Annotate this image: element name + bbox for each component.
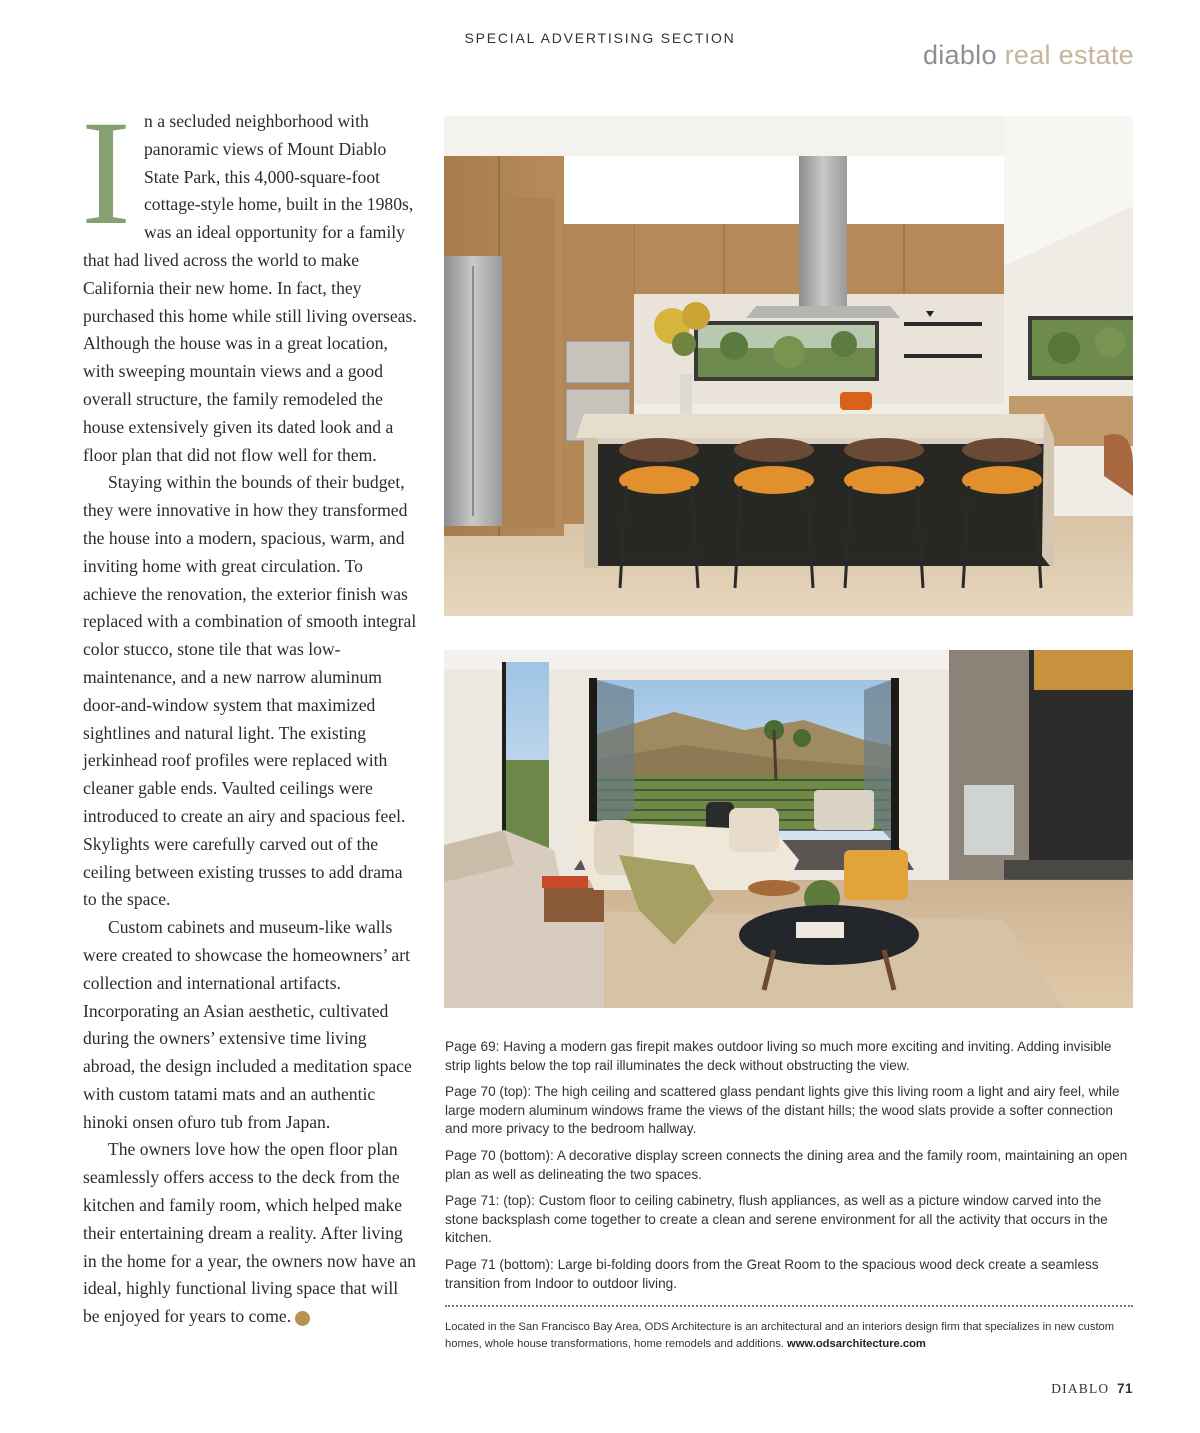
drop-cap: I xyxy=(81,90,131,256)
article-paragraph-3: Custom cabinets and museum-like walls were created to showcase the homeowners’ art collection and international artifacts. Incorporating an Asian aesthetic, cultivated during the owners’ extensive time living abroad, the design included a meditation space with custom tatami mats and an authentic hinoki onsen ofuro tub from Japan. xyxy=(83,917,412,1132)
section-label: SPECIAL ADVERTISING SECTION xyxy=(464,30,736,46)
paragraph-text: The owners love how the open floor plan seamlessly offers access to the deck from the kitchen and family room, which helped make their entertaining dream a reality. After living in the home for a year, the owners now have an ideal, highly functional living space that will be enjoyed for years to come. xyxy=(83,1139,416,1327)
living-room-photo xyxy=(444,650,1133,1008)
caption-page-69: Page 69: Having a modern gas firepit makes outdoor living so much more exciting and inviting. Adding invisible strip lights below the top rail illuminates the deck without obstructing the view. xyxy=(445,1039,1112,1073)
article-paragraph-2: Staying within the bounds of their budget, they were innovative in how they transformed the house into a modern, spacious, warm, and inviting home with great circulation. To achieve the renovation, the exterior finish was replaced with a combination of smooth integral color stucco, stone tile that was low-maintenance, and a new narrow aluminum door-and-window system that maximized sightlines and natural light. The existing jerkinhead roof profiles were replaced with cleaner gable ends. Vaulted ceilings were introduced to create an airy and spacious feel. Skylights were carefully carved out of the ceiling between existing trusses to add drama to the space. xyxy=(83,472,417,910)
page-folio xyxy=(1051,1381,1133,1397)
brand-primary: diablo xyxy=(922,40,997,70)
caption-page-71-bottom: Page 71 (bottom): Large bi-folding doors from the Great Room to the spacious wood deck create a seamless transition from Indoor to outdoor living. xyxy=(445,1256,1099,1291)
firm-website-link[interactable]: www.odsarchitecture.com xyxy=(787,1338,926,1350)
caption-page-70-bottom: Page 70 (bottom): A decorative display screen connects the dining area and the family room, maintaining an open plan as well as delineating the two spaces. xyxy=(445,1147,1128,1182)
kitchen-photo xyxy=(444,116,1133,616)
brand-logo xyxy=(923,40,1134,71)
article-body xyxy=(81,90,418,1331)
page-number: 71 xyxy=(1116,1381,1133,1396)
magazine-name: DIABLO xyxy=(1051,1381,1110,1396)
credit-text: Located in the San Francisco Bay Area, ODS Architecture is an architectural and an interiors design firm that specializes in new custom homes, whole house transformations, home remodels and additions. xyxy=(445,1321,1115,1350)
dotted-divider xyxy=(445,1305,1133,1307)
photo-captions xyxy=(445,1038,1135,1301)
article-paragraph-4 xyxy=(83,1136,418,1331)
brand-secondary: real estate xyxy=(1004,40,1134,70)
caption-page-70-top: Page 70 (top): The high ceiling and scattered glass pendant lights give this living room a light and airy feel, while large modern aluminum windows frame the views of the distant hills; the wood slats provide a softer connection and more privacy to the bedroom hallway. xyxy=(445,1084,1120,1137)
end-mark-icon: d xyxy=(295,1311,310,1326)
article-paragraph-1 xyxy=(81,90,418,469)
paragraph-text: n a secluded neighborhood with panoramic views of Mount Diablo State Park, this 4,000-square-foot cottage-style home, built in the 1980s, was an ideal opportunity for a family that had lived across the world to make California their new home. In fact, they purchased this home while still living overseas. Although the house was in a great location, with sweeping mountain views and a good overall structure, the family remodeled the house extensively given its dated look and a floor plan that did not flow well for them. xyxy=(83,111,417,465)
caption-page-71-top: Page 71: (top): Custom floor to ceiling cabinetry, flush appliances, as well as a picture window carved into the stone backsplash come together to create a clean and serene environment for all the activity that occurs in the kitchen. xyxy=(445,1193,1108,1246)
firm-credit xyxy=(445,1319,1145,1353)
